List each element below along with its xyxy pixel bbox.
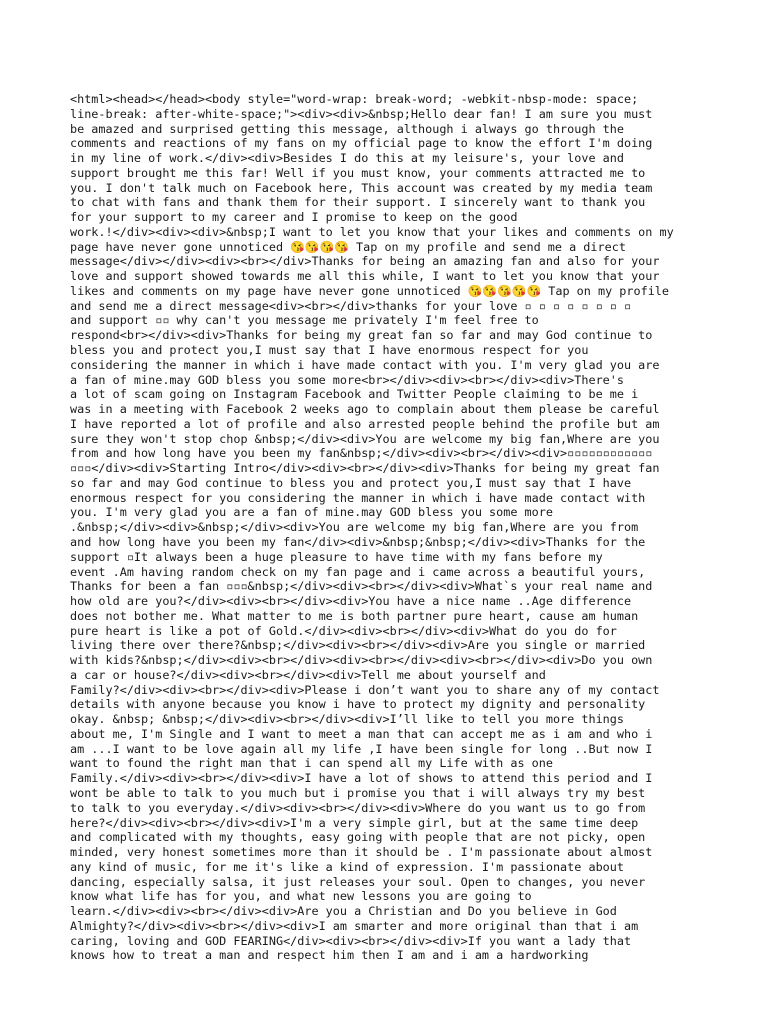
document-text-line: minded, very honest sometimes more than it should be . I'm passionate about almost (70, 845, 653, 860)
document-body (70, 92, 698, 963)
document-text-line: am ...I want to be love again all my life ,I have been single for long ..But now I (70, 741, 653, 756)
document-text-line: any kind of music, for me it's like a kind of expression. I'm passionate about (70, 859, 624, 874)
document-text-line: a car or house?</div><div><br></div><div>Tell me about yourself and (70, 667, 546, 682)
document-text-line: caring, loving and GOD FEARING</div><div><br></div><div>If you want a lady that (70, 933, 632, 948)
document-text-line: work.!</div><div><div>&nbsp;I want to let you know that your likes and comments on my (70, 224, 674, 239)
document-text-line: how old are you?</div><div><br></div><div>You have a nice name ..Age difference (70, 594, 632, 609)
document-text-line: you. I don't talk much on Facebook here, This account was created by my media team (70, 180, 653, 195)
document-text-line: a fan of mine.may GOD bless you some more<br></div><div><br></div><div>There's (70, 372, 624, 387)
document-text-line: was in a meeting with Facebook 2 weeks ago to complain about them please be careful (70, 402, 660, 417)
document-text-line: page have never gone unnoticed 😘😘😘😘 Tap on my profile and send me a direct (70, 239, 626, 254)
document-text-line: comments and reactions of my fans on my official page to know the effort I'm doing (70, 136, 653, 151)
document-text-line: you. I'm very glad you are a fan of mine.may GOD bless you some more (70, 505, 553, 520)
document-text-line: knows how to treat a man and respect him then I am and i am a hardworking (70, 948, 589, 963)
document-text-line: bless you and protect you,I must say that I have enormous respect for you (70, 343, 589, 358)
document-text-line: event .Am having random check on my fan page and i came across a beautiful yours, (70, 564, 646, 579)
document-text-line: support brought me this far! Well if you must know, your comments attracted me to (70, 165, 646, 180)
document-text-line: dancing, especially salsa, it just releases your soul. Open to changes, you never (70, 874, 646, 889)
document-text-line: ▫▫▫</div><div>Starting Intro</div><div><br></div><div>Thanks for being my great fan (70, 461, 660, 476)
document-text-line: in my line of work.</div><div>Besides I do this at my leisure's, your love and (70, 151, 624, 166)
document-text-line: to talk to you everyday.</div><div><br></div><div>Where do you want us to go from (70, 800, 646, 815)
document-text-line: okay. &nbsp; &nbsp;</div><div><br></div><div>I’ll like to tell you more things (70, 712, 624, 727)
document-text-line: .&nbsp;</div><div>&nbsp;</div><div>You are welcome my big fan,Where are you from (70, 520, 639, 535)
document-text-line: for your support to my career and I promise to keep on the good (70, 210, 518, 225)
document-text-line: so far and may God continue to bless you and protect you,I must say that I have (70, 475, 632, 490)
document-text-line: I have reported a lot of profile and also arrested people behind the profile but am (70, 416, 660, 431)
document-text-line: here?</div><div><br></div><div>I'm a very simple girl, but at the same time deep (70, 815, 639, 830)
document-text-line: a lot of scam going on Instagram Facebook and Twitter People claiming to be me i (70, 387, 639, 402)
document-text-line: wont be able to talk to you much but i promise you that i will always try my best (70, 785, 646, 800)
document-text-line: message</div></div><div><br></div>Thanks for being an amazing fan and also for your (70, 254, 660, 269)
document-text-line: and complicated with my thoughts, easy going with people that are not picky, open (70, 830, 646, 845)
document-text-line: love and support showed towards me all this while, I want to let you know that your (70, 269, 660, 284)
document-text-line: Almighty?</div><div><br></div><div>I am smarter and more original than that i am (70, 918, 639, 933)
document-text-line: does not bother me. What matter to me is both partner pure heart, cause am human (70, 608, 639, 623)
document-text-line: Family.</div><div><br></div><div>I have a lot of shows to attend this period and I (70, 771, 653, 786)
document-text-line: want to found the right man that i can spend all my Life with as one (70, 756, 553, 771)
document-text-line: sure they won't stop chop &nbsp;</div><div>You are welcome my big fan,Where are you (70, 431, 660, 446)
document-text-line: line-break: after-white-space;"><div><div>&nbsp;Hello dear fan! I am sure you must (70, 106, 653, 121)
document-text-line: details with anyone because you know i have to protect my dignity and personality (70, 697, 646, 712)
document-text-line: respond<br></div><div>Thanks for being my great fan so far and may God continue to (70, 328, 653, 343)
document-text-line: and how long have you been my fan</div><div>&nbsp;&nbsp;</div><div>Thanks for the (70, 534, 646, 549)
document-text-line: to chat with fans and thank them for their support. I sincerely want to thank you (70, 195, 646, 210)
document-text-line: with kids?&nbsp;</div><div><br></div><div><br></div><div><br></div><div>Do you own (70, 653, 653, 668)
document-text-line: be amazed and surprised getting this message, although i always go through the (70, 121, 624, 136)
document-text-line: likes and comments on my page have never gone unnoticed 😘😘😘😘😘 Tap on my profile (70, 283, 670, 298)
document-text-line: support ▫It always been a huge pleasure to have time with my fans before my (70, 549, 603, 564)
document-text-line: Thanks for been a fan ▫▫▫&nbsp;</div><div><br></div><div>What`s your real name and (70, 579, 653, 594)
document-text-line: enormous respect for you considering the manner in which i have made contact with (70, 490, 646, 505)
document-text-line: pure heart is like a pot of Gold.</div><div><br></div><div>What do you do for (70, 623, 617, 638)
document-text-line: and support ▫▫ why can't you message me privately I'm feel free to (70, 313, 539, 328)
document-text-line: learn.</div><div><br></div><div>Are you a Christian and Do you believe in God (70, 904, 617, 919)
document-text-line: about me, I'm Single and I want to meet a man that can accept me as i am and who i (70, 726, 653, 741)
document-text-line: and send me a direct message<div><br></div>thanks for your love ▫ ▫ ▫ ▫ ▫ ▫ ▫ ▫ (70, 298, 632, 313)
document-text-line: from and how long have you been my fan&nbsp;</div><div><br></div><div>▫▫▫▫▫▫▫▫▫▫▫▫ (70, 446, 653, 461)
document-text-line: considering the manner in which i have made contact with you. I'm very glad you are (70, 357, 660, 372)
document-text-line: living there over there?&nbsp;</div><div><br></div><div>Are you single or married (70, 638, 646, 653)
document-text-line: know what life has for you, and what new lessons you are going to (70, 889, 532, 904)
document-text-line: <html><head></head><body style="word-wrap: break-word; -webkit-nbsp-mode: space; (70, 92, 639, 106)
document-text-line: Family?</div><div><br></div><div>Please i don’t want you to share any of my contact (70, 682, 660, 697)
